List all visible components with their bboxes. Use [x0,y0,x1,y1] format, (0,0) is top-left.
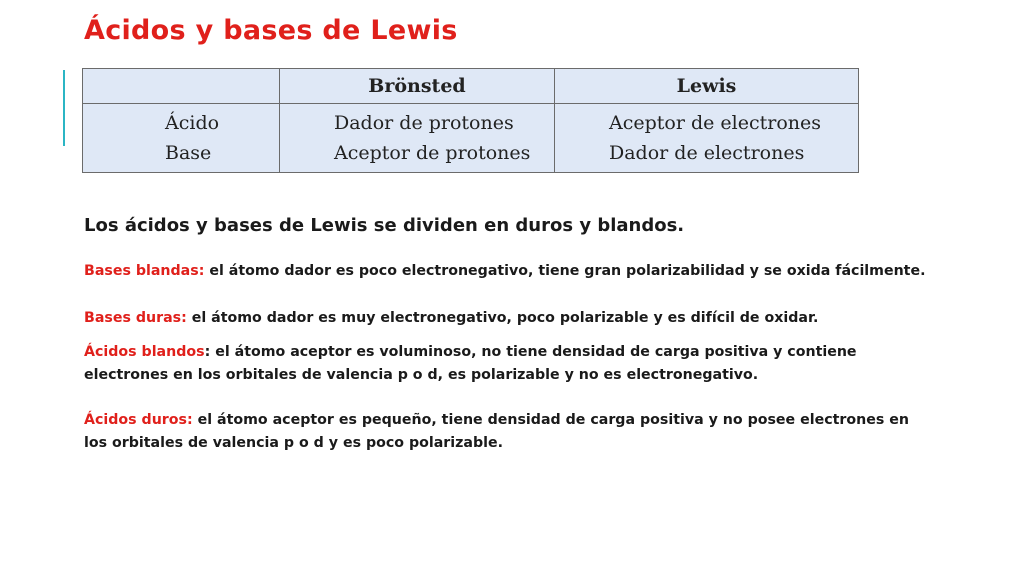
paragraph-bases-duras [84,307,934,330]
lead-sentence: Los ácidos y bases de Lewis se dividen en duros y blandos. [84,215,685,236]
row-label-base: Base [165,141,212,164]
paragraph-acidos-duros [84,409,934,455]
slide-title: Ácidos y bases de Lewis [84,15,458,46]
table-body-row [83,104,859,173]
accent-line [63,70,65,146]
table-header-blank [83,69,280,104]
text-acidos-blandos: : el átomo aceptor es voluminoso, no tiene densidad de carga positiva y contiene electrones en los orbitales de valencia p o d, es polarizable y no es electronegativo. [84,344,857,383]
bronsted-base: Aceptor de protones [334,141,531,164]
lewis-acido: Aceptor de electrones [609,112,822,134]
row-labels-cell [83,104,280,173]
term-bases-blandas: Bases blandas: [84,263,205,279]
table-header-row [83,69,859,104]
table-header-bronsted: Brönsted [280,69,555,104]
table-header-lewis: Lewis [555,69,859,104]
comparison-table [82,68,859,173]
row-label-acido: Ácido [165,112,220,134]
text-bases-blandas: el átomo dador es poco electronegativo, tiene gran polarizabilidad y se oxida fácilmente. [204,263,926,279]
paragraph-bases-blandas [84,260,934,283]
term-bases-duras: Bases duras: [84,310,187,326]
term-acidos-duros: Ácidos duros: [84,412,193,428]
text-acidos-duros: el átomo aceptor es pequeño, tiene densidad de carga positiva y no posee electrones en los orbitales de valencia p o d y es poco polarizable. [84,412,909,451]
lewis-base: Dador de electrones [609,141,805,164]
bronsted-acido: Dador de protones [334,112,514,134]
bronsted-cell [280,104,555,173]
text-bases-duras: el átomo dador es muy electronegativo, poco polarizable y es difícil de oxidar. [186,310,819,326]
lewis-cell [555,104,859,173]
paragraph-acidos-blandos [84,341,934,387]
term-acidos-blandos: Ácidos blandos [84,344,205,360]
